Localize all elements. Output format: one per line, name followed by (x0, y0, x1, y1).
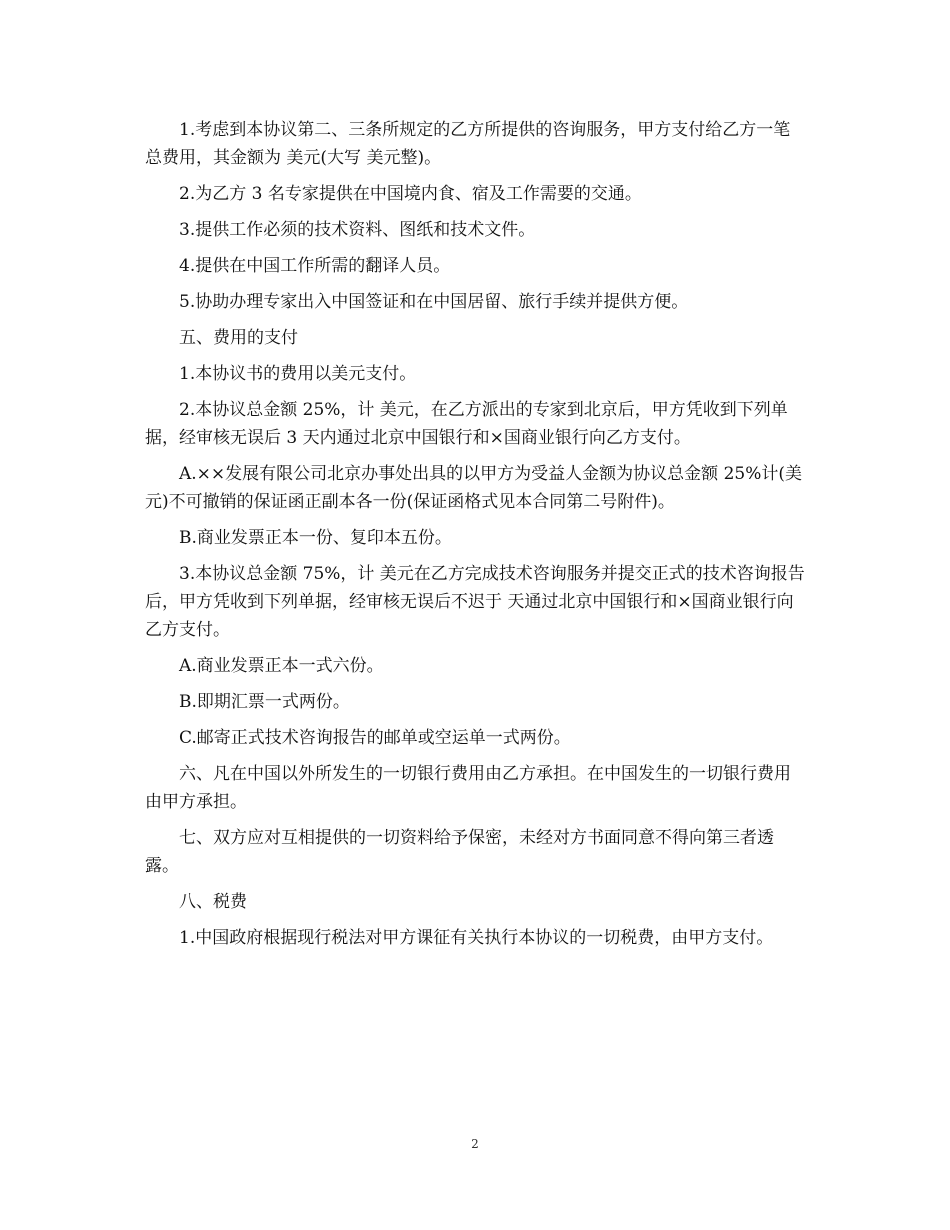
document-body (145, 116, 807, 960)
paragraph-second-installment: 3.本协议总金额 75%，计 美元在乙方完成技术咨询服务并提交正式的技术咨询报告后，甲方凭收到下列单据，经审核无误后不迟于 天通过北京中国银行和×国商业银行向乙方支付。 (145, 564, 805, 640)
paragraph-currency: 1.本协议书的费用以美元支付。 (179, 364, 417, 384)
paragraph-visa-assistance: 5.协助办理专家出入中国签证和在中国居留、旅行手续并提供方便。 (179, 292, 689, 312)
paragraph-invoice-six: A.商业发票正本一式六份。 (179, 656, 384, 676)
section-heading-taxes: 八、税费 (179, 892, 247, 912)
paragraph-sight-draft: B.即期汇票一式两份。 (179, 692, 350, 712)
section-bank-fees: 六、凡在中国以外所发生的一切银行费用由乙方承担。在中国发生的一切银行费用由甲方承担。 (145, 764, 791, 812)
paragraph-mail-receipt: C.邮寄正式技术咨询报告的邮单或空运单一式两份。 (179, 728, 571, 748)
paragraph-invoice-copies: B.商业发票正本一份、复印本五份。 (179, 528, 452, 548)
section-confidentiality: 七、双方应对互相提供的一切资料给予保密，未经对方书面同意不得向第三者透露。 (145, 828, 774, 876)
paragraph-china-taxes: 1.中国政府根据现行税法对甲方课征有关执行本协议的一切税费，由甲方支付。 (179, 928, 774, 948)
paragraph-guarantee-letter: A.××发展有限公司北京办事处出具的以甲方为受益人金额为协议总金额 25%计(美元)不可撤销的保证函正副本各一份(保证函格式见本合同第二号附件)。 (145, 464, 802, 512)
section-heading-payment: 五、费用的支付 (179, 328, 298, 348)
paragraph-translators: 4.提供在中国工作所需的翻译人员。 (179, 256, 451, 276)
paragraph-expert-lodging: 2.为乙方 3 名专家提供在中国境内食、宿及工作需要的交通。 (179, 184, 642, 204)
paragraph-payment-total: 1.考虑到本协议第二、三条所规定的乙方所提供的咨询服务，甲方支付给乙方一笔总费用，其金额为 美元(大写 美元整)。 (145, 120, 791, 168)
paragraph-technical-materials: 3.提供工作必须的技术资料、图纸和技术文件。 (179, 220, 536, 240)
paragraph-first-installment: 2.本协议总金额 25%，计 美元，在乙方派出的专家到北京后，甲方凭收到下列单据，经审核无误后 3 天内通过北京中国银行和×国商业银行向乙方支付。 (145, 400, 788, 448)
page-number: 2 (471, 1137, 479, 1151)
